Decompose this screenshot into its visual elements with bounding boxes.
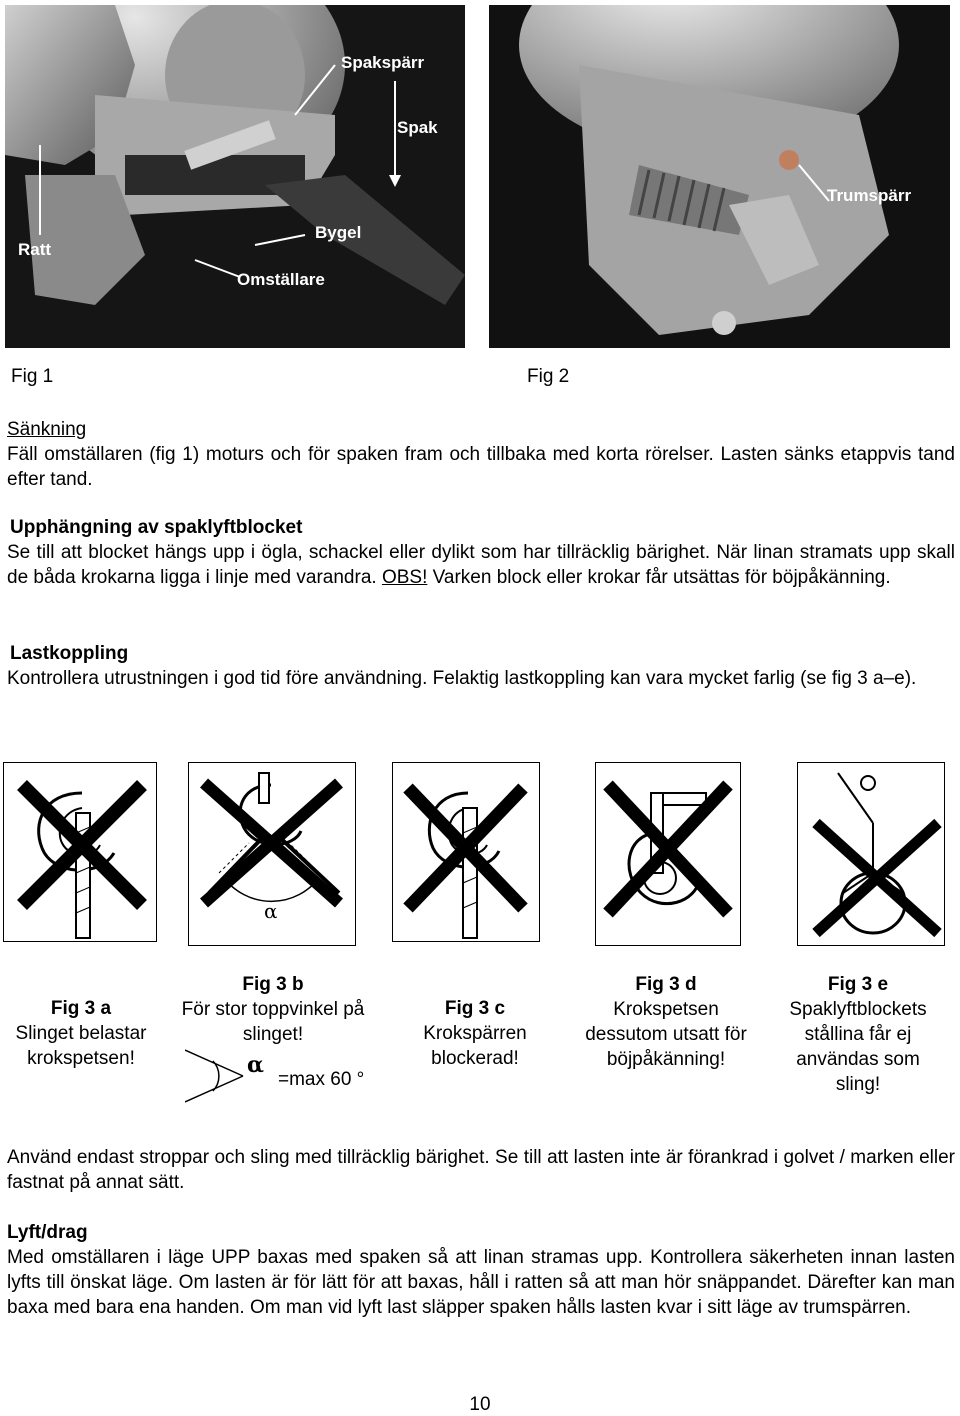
fig2-photo <box>489 5 950 348</box>
caption-fig3c-title: Fig 3 c <box>444 998 506 1019</box>
section-upphangning <box>7 515 955 590</box>
text-lastkoppling: Kontrollera utrustningen i god tid före användning. Felaktig lastkoppling kan vara mycket farlig (se fig 3 a–e). <box>7 668 917 689</box>
heading-lastkoppling: Lastkoppling <box>10 643 129 664</box>
fig1-caption: Fig 1 <box>11 366 54 387</box>
caption-fig3a-text: Slinget belastar krokspetsen! <box>15 1023 147 1069</box>
section-lastkoppling <box>7 641 955 691</box>
max-angle-diagram <box>185 1048 245 1106</box>
caption-fig3e <box>772 972 944 1097</box>
caption-fig3a <box>0 996 162 1071</box>
section-lyft <box>7 1220 955 1320</box>
section-anvand <box>7 1145 955 1195</box>
caption-fig3a-title: Fig 3 a <box>50 998 112 1019</box>
fig3b-drawing <box>188 762 356 946</box>
callout-bygel: Bygel <box>315 223 362 242</box>
text-lyft: Med omställaren i läge UPP baxas med spaken så att linan stramas upp. Kontrollera säkerheten innan lasten lyfts till önskat läge. Om lasten är för lätt för att baxas, håll i ratten så att man hör snäppandet. Därefter kan man baxa med bara ena handen. Om man vid lyft last släpper spaken hålls lasten kvar i sitt läge av trumspärren. <box>7 1247 955 1318</box>
heading-sankning: Sänkning <box>7 419 87 440</box>
text-upphangning <box>7 540 955 590</box>
caption-fig3e-title: Fig 3 e <box>827 974 889 995</box>
caption-fig3b-text: För stor toppvinkel på slinget! <box>181 999 365 1045</box>
caption-fig3c <box>400 996 550 1071</box>
obs-label: OBS! <box>381 567 428 588</box>
max-angle-text: =max 60 ° <box>278 1069 365 1090</box>
fig3c-drawing <box>392 762 540 942</box>
caption-fig3b <box>178 972 368 1047</box>
fig3e-drawing <box>797 762 945 946</box>
fig3b-alpha-symbol: α <box>264 899 278 923</box>
callout-trumspärr: Trumspärr <box>827 186 912 205</box>
caption-fig3b-title: Fig 3 b <box>242 974 304 995</box>
callout-spakspärr: Spakspärr <box>341 53 425 72</box>
text-upphangning-2: Varken block eller krokar får utsättas för böjpåkänning. <box>427 567 891 588</box>
callout-spak: Spak <box>397 118 438 137</box>
caption-fig3d-text: Krokspetsen dessutom utsatt för böjpåkänning! <box>585 999 747 1070</box>
text-upphangning-1: Se till att blocket hängs upp i ögla, schackel eller dylikt som har tillräcklig bärighet. När linan stramats upp skall de båda krokarna ligga i linje med varandra. <box>7 542 955 588</box>
caption-fig3e-text: Spaklyftblockets stållina får ej användas som sling! <box>789 999 927 1095</box>
heading-lyft: Lyft/drag <box>7 1222 88 1243</box>
fig1-photo <box>5 5 465 348</box>
callout-ratt: Ratt <box>18 240 52 259</box>
caption-fig3c-text: Krokspärren blockerad! <box>423 1023 527 1069</box>
callout-omställare: Omställare <box>237 270 325 289</box>
caption-fig3d-title: Fig 3 d <box>635 974 697 995</box>
fig3d-drawing <box>595 762 741 946</box>
fig2-caption: Fig 2 <box>527 366 570 387</box>
heading-upphangning: Upphängning av spaklyftblocket <box>10 517 303 538</box>
alpha-symbol: α <box>247 1052 264 1078</box>
text-anvand: Använd endast stroppar och sling med tillräcklig bärighet. Se till att lasten inte är förankrad i golvet / marken eller fastnat på annat sätt. <box>7 1147 955 1193</box>
page-number: 10 <box>469 1394 491 1415</box>
section-sankning <box>7 417 955 492</box>
fig3a-drawing <box>3 762 157 942</box>
text-sankning: Fäll omställaren (fig 1) moturs och för spaken fram och tillbaka med korta rörelser. Lasten sänks etappvis tand efter tand. <box>7 444 955 490</box>
caption-fig3d <box>580 972 752 1072</box>
